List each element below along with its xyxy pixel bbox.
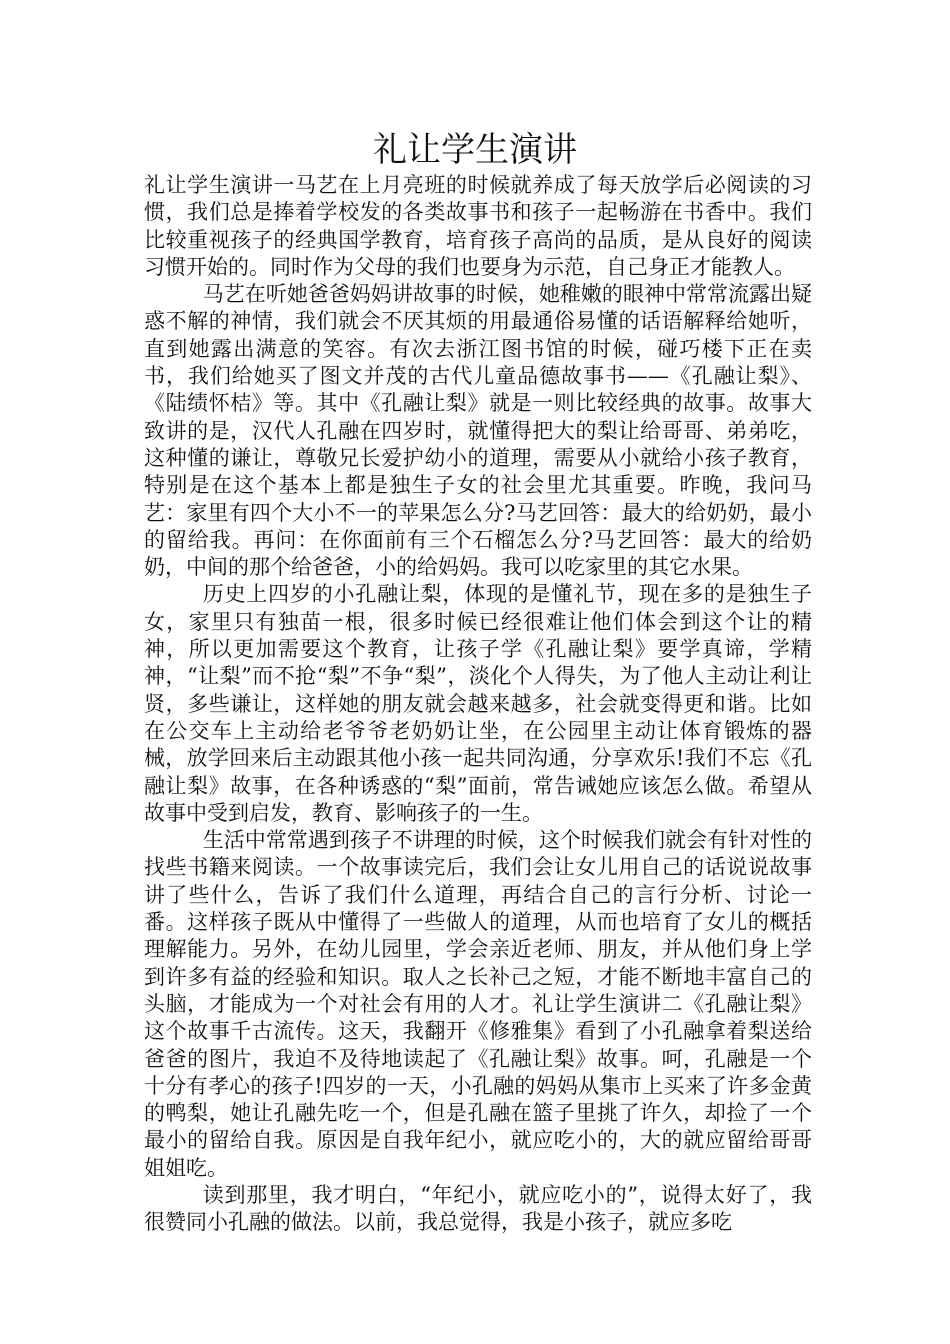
document-body [144, 172, 812, 1237]
paragraph-2: 马艺在听她爸爸妈妈讲故事的时候，她稚嫩的眼神中常常流露出疑惑不解的神情，我们就会不厌其烦的用最通俗易懂的话语解释给她听，直到她露出满意的笑容。有次去浙江图书馆的时候，碰巧楼下正在卖书，我们给她买了图文并茂的古代儿童品德故事书——《孔融让梨》、《陆绩怀桔》等。其中《孔融让梨》就是一则比较经典的故事。故事大致讲的是，汉代人孔融在四岁时，就懂得把大的梨让给哥哥、弟弟吃，这种懂的谦让，尊敬兄长爱护幼小的道理，需要从小就给小孩子教育，特别是在这个基本上都是独生子女的社会里尤其重要。昨晚，我问马艺：家里有四个大小不一的苹果怎么分?马艺回答：最大的给奶奶，最小的留给我。再问：在你面前有三个石榴怎么分?马艺回答：最大的给奶奶，中间的那个给爸爸，小的给妈妈。我可以吃家里的其它水果。 [144, 282, 812, 580]
paragraph-5: 读到那里，我才明白，“年纪小，就应吃小的”，说得太好了，我很赞同小孔融的做法。以前，我总觉得，我是小孩子，就应多吃 [144, 1182, 812, 1235]
paragraph-3: 历史上四岁的小孔融让梨，体现的是懂礼节，现在多的是独生子女，家里只有独苗一根，很多时候已经很难让他们体会到这个让的精神，所以更加需要这个教育，让孩子学《孔融让梨》要学真谛，学精神，“让梨”而不抢“梨”不争“梨”，淡化个人得失，为了他人主动让利让贤，多些谦让，这样她的朋友就会越来越多，社会就变得更和谐。比如在公交车上主动给老爷爷老奶奶让坐，在公园里主动让体育锻炼的器械，放学回来后主动跟其他小孩一起共同沟通，分享欢乐!我们不忘《孔融让梨》故事，在各种诱惑的“梨”面前，常告诫她应该怎么做。希望从故事中受到启发，教育、影响孩子的一生。 [144, 582, 812, 825]
document-title: 礼让学生演讲 [373, 130, 577, 170]
paragraph-4: 生活中常常遇到孩子不讲理的时候，这个时候我们就会有针对性的找些书籍来阅读。一个故事读完后，我们会让女儿用自己的话说说故事讲了些什么，告诉了我们什么道理，再结合自己的言行分析、讨论一番。这样孩子既从中懂得了一些做人的道理，从而也培育了女儿的概括理解能力。另外，在幼儿园里，学会亲近老师、朋友，并从他们身上学到许多有益的经验和知识。取人之长补己之短，才能不断地丰富自己的头脑，才能成为一个对社会有用的人才。礼让学生演讲二《孔融让梨》这个故事千古流传。这天，我翻开《修雅集》看到了小孔融拿着梨送给爸爸的图片，我迫不及待地读起了《孔融让梨》故事。呵，孔融是一个十分有孝心的孩子!四岁的一天，小孔融的妈妈从集市上买来了许多金黄的鸭梨，她让孔融先吃一个，但是孔融在篮子里挑了许久，却捡了一个最小的留给自我。原因是自我年纪小，就应吃小的，大的就应留给哥哥姐姐吃。 [144, 828, 812, 1180]
paragraph-1: 礼让学生演讲一马艺在上月亮班的时候就养成了每天放学后必阅读的习惯，我们总是捧着学校发的各类故事书和孩子一起畅游在书香中。我们比较重视孩子的经典国学教育，培育孩子高尚的品质，是从良好的阅读习惯开始的。同时作为父母的我们也要身为示范，自己身正才能教人。 [144, 173, 812, 279]
